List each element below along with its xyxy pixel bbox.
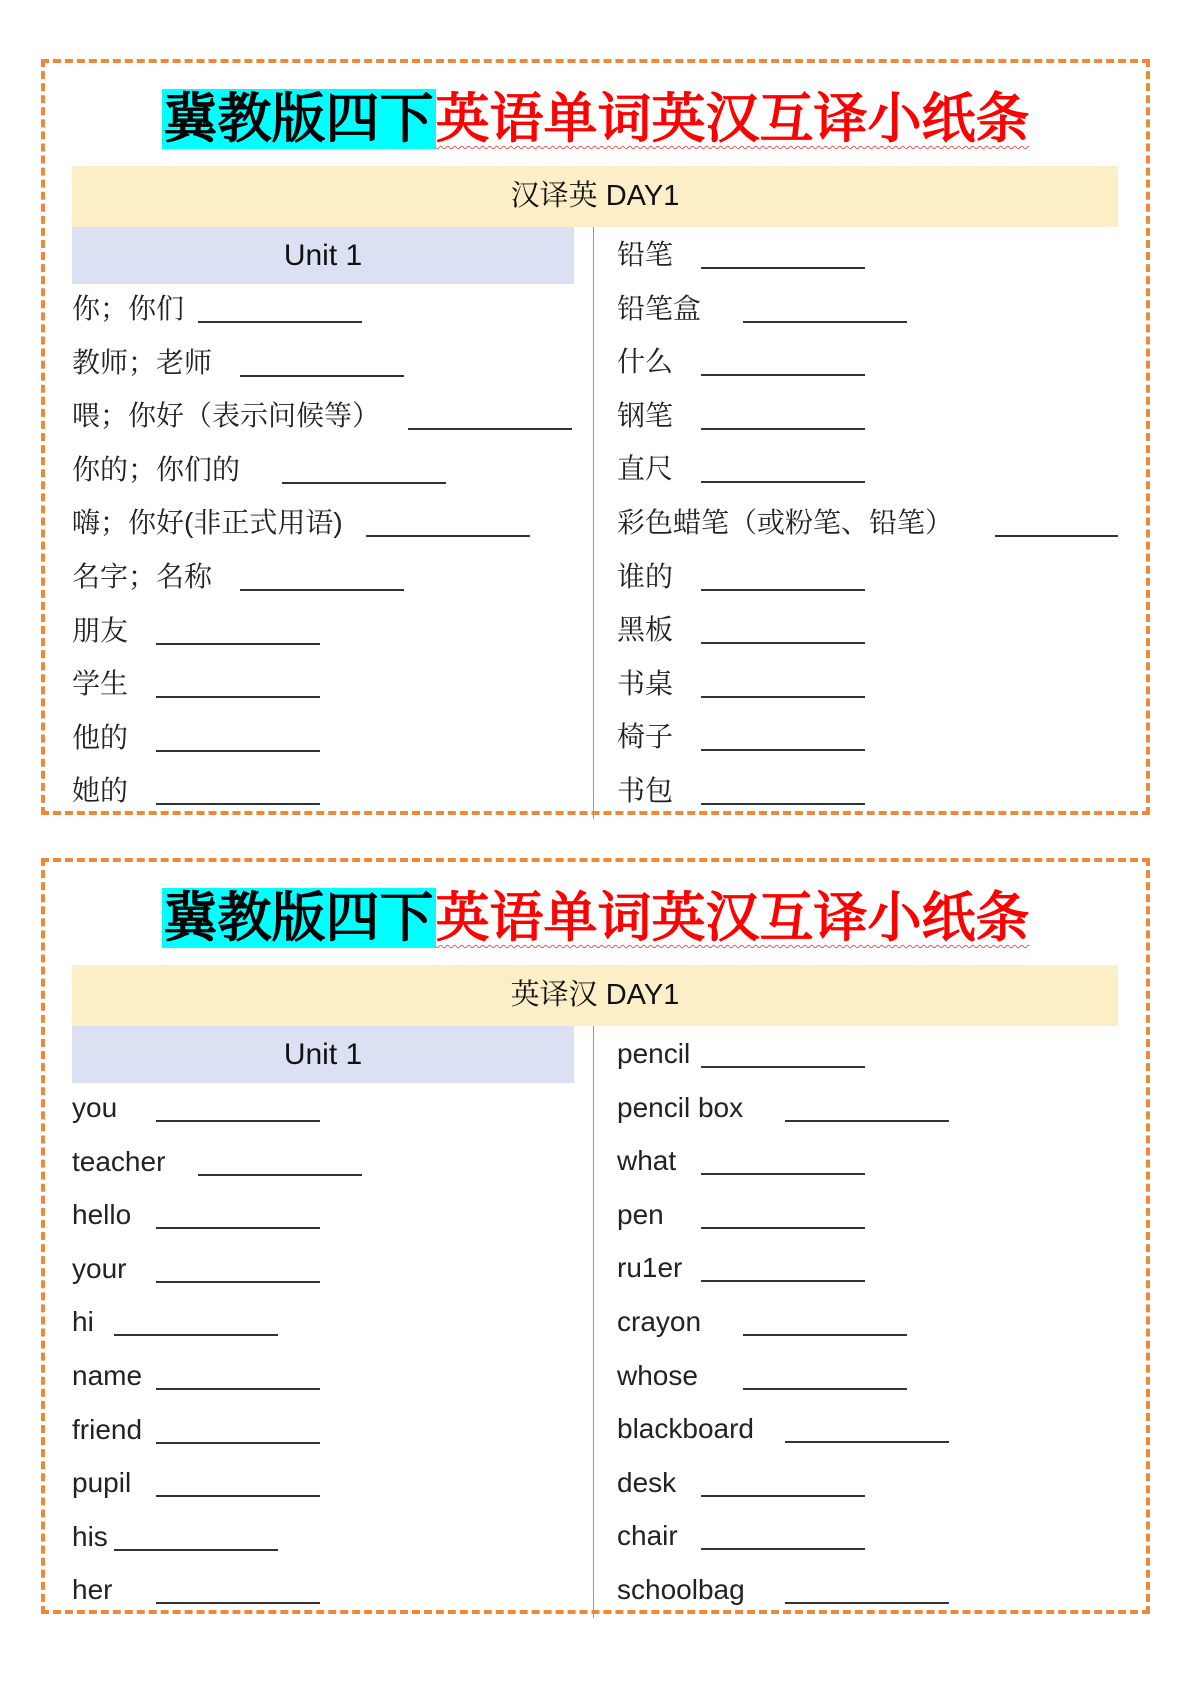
word-label: 书包 — [617, 775, 674, 806]
answer-blank[interactable] — [743, 321, 907, 323]
answer-blank[interactable] — [785, 1441, 949, 1443]
word-label: 什么 — [617, 346, 674, 378]
word-item — [617, 289, 1157, 329]
answer-blank[interactable] — [156, 750, 320, 752]
word-item — [72, 1195, 612, 1235]
day-header: 英译汉 DAY1 — [72, 965, 1118, 1026]
word-item — [72, 503, 612, 543]
word-item — [617, 1302, 1157, 1342]
word-item — [617, 717, 1157, 757]
word-label: 喂；你好（表示问候等） — [72, 400, 381, 432]
word-item — [72, 1302, 612, 1342]
word-label: 铅笔 — [617, 239, 674, 270]
word-label: 钢笔 — [617, 399, 674, 431]
answer-blank[interactable] — [701, 267, 865, 269]
answer-blank[interactable] — [282, 482, 446, 484]
card-title — [45, 73, 1146, 165]
word-item — [72, 771, 612, 811]
word-label: whose — [617, 1359, 698, 1391]
word-label: crayon — [617, 1306, 702, 1337]
word-item — [617, 449, 1157, 489]
word-label: 彩色蜡笔（或粉笔、铅笔） — [617, 507, 954, 538]
answer-blank[interactable] — [156, 1227, 320, 1229]
word-item — [617, 1409, 1157, 1449]
word-item — [72, 396, 612, 436]
word-item — [617, 1088, 1157, 1128]
word-label: her — [72, 1574, 113, 1606]
word-label: 黑板 — [617, 614, 674, 646]
card-chinese-to-english — [41, 59, 1150, 815]
word-label: desk — [617, 1466, 677, 1498]
answer-blank[interactable] — [156, 1281, 320, 1283]
word-item — [617, 342, 1157, 382]
word-label: pupil — [72, 1467, 132, 1499]
answer-blank[interactable] — [701, 803, 865, 805]
word-label: schoolbag — [617, 1574, 745, 1605]
answer-blank[interactable] — [156, 803, 320, 805]
day-header: 汉译英 DAY1 — [72, 166, 1118, 227]
word-item — [617, 1195, 1157, 1235]
unit-header: Unit 1 — [72, 1026, 574, 1083]
word-label: 她的 — [72, 775, 129, 807]
word-item — [617, 396, 1157, 436]
answer-blank[interactable] — [701, 1280, 865, 1282]
answer-blank[interactable] — [156, 643, 320, 645]
word-label: 书桌 — [617, 667, 674, 699]
answer-blank[interactable] — [701, 428, 865, 430]
answer-blank[interactable] — [114, 1549, 278, 1551]
word-label: pencil box — [617, 1091, 744, 1123]
word-label: his — [72, 1520, 108, 1552]
answer-blank[interactable] — [701, 374, 865, 376]
answer-blank[interactable] — [240, 589, 404, 591]
word-label: 朋友 — [72, 614, 129, 646]
word-label: 教师；老师 — [72, 346, 213, 378]
answer-blank[interactable] — [743, 1388, 907, 1390]
answer-blank[interactable] — [198, 321, 362, 323]
word-label: pen — [617, 1198, 664, 1230]
title-highlight: 冀教版四下 — [163, 89, 434, 149]
answer-blank[interactable] — [701, 1548, 865, 1550]
word-label: pencil — [617, 1038, 691, 1069]
word-label: 嗨；你好(非正式用语) — [72, 507, 343, 539]
answer-blank[interactable] — [366, 535, 530, 537]
answer-blank[interactable] — [114, 1334, 278, 1336]
word-item — [617, 1356, 1157, 1396]
answer-blank[interactable] — [156, 1388, 320, 1390]
word-item — [72, 1142, 612, 1182]
word-item — [72, 1410, 612, 1450]
word-label: 你的；你们的 — [72, 453, 241, 485]
word-item — [617, 771, 1157, 811]
word-item — [617, 1034, 1157, 1074]
word-item — [72, 289, 612, 329]
word-label: ru1er — [617, 1252, 683, 1284]
answer-blank[interactable] — [701, 589, 865, 591]
word-label: you — [72, 1092, 118, 1123]
answer-blank[interactable] — [785, 1120, 949, 1122]
word-label: chair — [617, 1520, 678, 1552]
word-label: 椅子 — [617, 721, 674, 753]
title-rest: 英语单词英汉互译小纸条 — [435, 888, 1030, 948]
word-item — [617, 1516, 1157, 1556]
word-item — [617, 664, 1157, 704]
card-title — [45, 872, 1146, 964]
answer-blank[interactable] — [995, 535, 1118, 537]
word-label: friend — [72, 1413, 143, 1445]
answer-blank[interactable] — [701, 1066, 865, 1068]
answer-blank[interactable] — [240, 375, 404, 377]
word-item — [72, 1463, 612, 1503]
word-label: 铅笔盒 — [617, 292, 702, 324]
answer-blank[interactable] — [156, 1442, 320, 1444]
answer-blank[interactable] — [701, 1495, 865, 1497]
word-item — [617, 557, 1157, 597]
word-item — [72, 1356, 612, 1396]
word-label: hi — [72, 1306, 94, 1338]
answer-blank[interactable] — [156, 1120, 320, 1122]
answer-blank[interactable] — [156, 696, 320, 698]
answer-blank[interactable] — [743, 1334, 907, 1336]
word-item — [617, 503, 1157, 543]
answer-blank[interactable] — [701, 481, 865, 483]
answer-blank[interactable] — [408, 428, 572, 430]
word-item — [617, 1141, 1157, 1181]
word-item — [72, 450, 612, 490]
title-rest: 英语单词英汉互译小纸条 — [435, 89, 1030, 149]
answer-blank[interactable] — [701, 749, 865, 751]
word-label: blackboard — [617, 1413, 754, 1445]
answer-blank[interactable] — [701, 1227, 865, 1229]
word-label: teacher — [72, 1145, 166, 1177]
word-label: 直尺 — [617, 453, 674, 485]
title-highlight: 冀教版四下 — [163, 888, 434, 948]
word-item — [72, 1249, 612, 1289]
answer-blank[interactable] — [198, 1174, 362, 1176]
card-english-to-chinese — [41, 858, 1150, 1614]
word-item — [72, 1570, 612, 1610]
answer-blank[interactable] — [156, 1495, 320, 1497]
word-item — [617, 235, 1157, 275]
unit-header: Unit 1 — [72, 227, 574, 284]
word-label: 谁的 — [617, 560, 674, 592]
word-label: 学生 — [72, 668, 129, 700]
word-item — [72, 718, 612, 758]
word-item — [72, 343, 612, 383]
word-label: your — [72, 1252, 127, 1284]
answer-blank[interactable] — [701, 696, 865, 698]
word-item — [72, 557, 612, 597]
word-label: what — [617, 1145, 677, 1177]
word-item — [617, 610, 1157, 650]
word-label: 你；你们 — [72, 293, 185, 324]
word-item — [72, 611, 612, 651]
word-item — [72, 664, 612, 704]
word-label: 名字；名称 — [72, 561, 213, 592]
word-item — [617, 1248, 1157, 1288]
word-item — [617, 1463, 1157, 1503]
answer-blank[interactable] — [785, 1602, 949, 1604]
word-item — [617, 1570, 1157, 1610]
word-label: 他的 — [72, 721, 129, 753]
word-label: hello — [72, 1199, 132, 1231]
word-label: name — [72, 1360, 143, 1391]
word-item — [72, 1517, 612, 1557]
answer-blank[interactable] — [701, 1173, 865, 1175]
word-item — [72, 1088, 612, 1128]
answer-blank[interactable] — [701, 642, 865, 644]
answer-blank[interactable] — [156, 1602, 320, 1604]
